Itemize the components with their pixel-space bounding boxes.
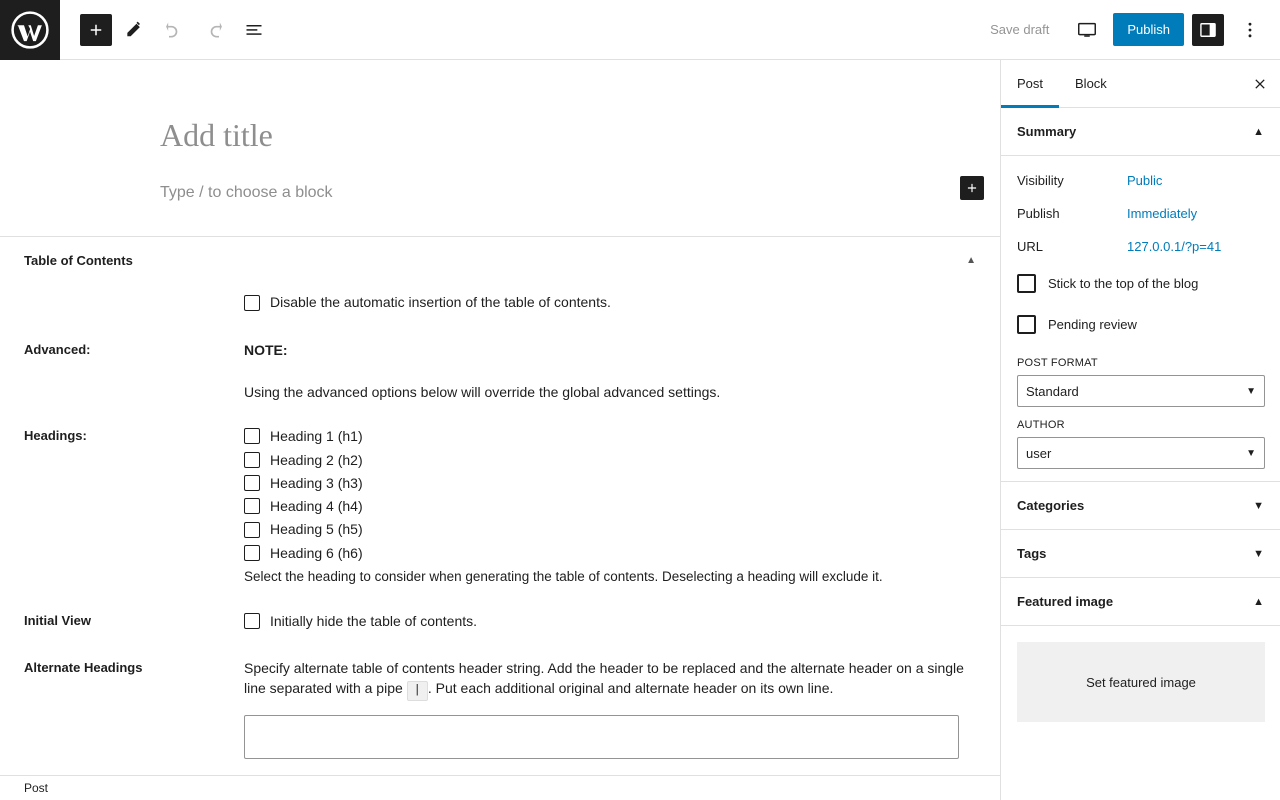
heading-1-label: Heading 1 (h1) — [270, 428, 363, 445]
redo-button[interactable] — [196, 12, 232, 48]
tags-section-title: Tags — [1017, 546, 1047, 561]
undo-button[interactable] — [156, 12, 192, 48]
caret-up-icon[interactable]: ▲ — [1253, 125, 1264, 138]
settings-sidebar-toggle-icon[interactable] — [1192, 14, 1224, 46]
heading-checkbox-row[interactable] — [244, 426, 976, 446]
sticky-post-checkbox[interactable] — [1017, 274, 1036, 293]
headings-label: Headings: — [24, 428, 87, 444]
pipe-character-code: | — [407, 681, 428, 700]
url-label: URL — [1017, 239, 1044, 254]
top-bar-tools — [60, 12, 272, 48]
heading-2-checkbox[interactable] — [244, 452, 260, 468]
tab-post[interactable]: Post — [1001, 60, 1059, 108]
tools-pencil-button[interactable] — [116, 12, 152, 48]
paragraph-block-placeholder[interactable] — [0, 154, 1000, 202]
advanced-label: Advanced: — [24, 341, 91, 357]
save-draft-button[interactable]: Save draft — [978, 16, 1061, 43]
editor-top-bar — [0, 0, 1280, 60]
block-inserter-icon[interactable] — [960, 176, 984, 200]
toc-alternate-headings-row — [24, 648, 976, 773]
heading-2-label: Heading 2 (h2) — [270, 451, 363, 468]
author-label: AUTHOR — [1017, 419, 1065, 431]
post-format-value: Standard — [1026, 383, 1079, 399]
initially-hide-checkbox[interactable] — [244, 613, 260, 629]
toc-panel-title: Table of Contents — [24, 253, 133, 269]
publish-row — [1017, 197, 1264, 230]
visibility-value-button[interactable]: Public — [1127, 173, 1163, 188]
initially-hide-label: Initially hide the table of contents. — [270, 612, 478, 629]
disable-auto-insert-checkbox[interactable] — [244, 295, 260, 311]
heading-checkbox-row[interactable] — [244, 519, 976, 539]
advanced-note-title: NOTE: — [244, 341, 288, 358]
sticky-post-label: Stick to the top of the blog — [1048, 276, 1199, 291]
heading-4-checkbox[interactable] — [244, 498, 260, 514]
heading-checkbox-row[interactable] — [244, 450, 976, 470]
table-of-contents-panel — [0, 237, 1000, 772]
settings-sidebar — [1000, 60, 1280, 800]
toc-panel-header[interactable] — [24, 237, 976, 282]
top-bar-actions — [978, 12, 1280, 48]
paragraph-placeholder-text: Type / to choose a block — [160, 184, 333, 202]
heading-6-checkbox[interactable] — [244, 545, 260, 561]
disable-auto-insert-label: Disable the automatic insertion of the table of contents. — [270, 294, 611, 311]
heading-4-label: Heading 4 (h4) — [270, 498, 363, 515]
publish-value-button[interactable]: Immediately — [1127, 206, 1198, 221]
categories-section-title: Categories — [1017, 498, 1085, 513]
post-title-input[interactable]: Add title — [160, 117, 273, 153]
add-block-button[interactable] — [80, 14, 112, 46]
chevron-down-icon: ▼ — [1246, 385, 1256, 397]
initially-hide-checkbox-row[interactable] — [244, 611, 976, 631]
caret-up-icon[interactable]: ▲ — [1253, 595, 1264, 608]
list-view-button[interactable] — [236, 12, 272, 48]
visibility-row — [1017, 164, 1264, 197]
summary-section-header[interactable] — [1001, 108, 1280, 156]
featured-image-section-header[interactable] — [1001, 578, 1280, 626]
pending-review-checkbox[interactable] — [1017, 315, 1036, 334]
status-bar-label: Post — [24, 781, 49, 795]
heading-1-checkbox[interactable] — [244, 428, 260, 444]
alternate-headings-description — [244, 658, 976, 701]
set-featured-image-label: Set featured image — [1086, 674, 1196, 690]
alternate-headings-description-part1: Specify alternate table of contents header string. Add the header to be replaced and the alternate header on a single line separated with a pipe — [244, 659, 964, 697]
summary-section-body — [1001, 156, 1280, 482]
pending-review-label: Pending review — [1048, 317, 1137, 332]
post-format-label: POST FORMAT — [1017, 357, 1098, 369]
heading-3-checkbox[interactable] — [244, 475, 260, 491]
editor-canvas — [0, 60, 1000, 800]
publish-button[interactable]: Publish — [1113, 13, 1184, 46]
more-options-icon[interactable] — [1232, 12, 1268, 48]
alternate-headings-label: Alternate Headings — [24, 659, 143, 675]
post-header-area — [0, 60, 1000, 237]
caret-down-icon[interactable]: ▼ — [1253, 499, 1264, 512]
author-value: user — [1026, 445, 1052, 461]
sidebar-tabs — [1001, 60, 1280, 108]
editor-status-bar — [0, 775, 1000, 800]
featured-image-section-title: Featured image — [1017, 594, 1114, 609]
heading-5-label: Heading 5 (h5) — [270, 521, 363, 538]
tab-block[interactable]: Block — [1075, 75, 1107, 91]
toc-headings-row — [24, 416, 976, 600]
pending-review-row[interactable] — [1017, 304, 1264, 345]
caret-down-icon[interactable]: ▼ — [1253, 547, 1264, 560]
heading-3-label: Heading 3 (h3) — [270, 474, 363, 491]
heading-6-label: Heading 6 (h6) — [270, 544, 363, 561]
set-featured-image-button[interactable] — [1017, 642, 1265, 722]
headings-hint: Select the heading to consider when generating the table of contents. Deselecting a heading will exclude it. — [244, 569, 883, 585]
url-row — [1017, 230, 1264, 263]
close-icon[interactable] — [1240, 60, 1280, 108]
spacer-label — [24, 292, 244, 315]
toc-initial-view-row — [24, 601, 976, 648]
chevron-down-icon: ▼ — [1246, 447, 1256, 459]
sticky-post-row[interactable] — [1017, 263, 1264, 304]
wordpress-logo-icon[interactable] — [0, 0, 60, 60]
heading-5-checkbox[interactable] — [244, 522, 260, 538]
preview-icon[interactable] — [1069, 12, 1105, 48]
heading-checkbox-row[interactable] — [244, 496, 976, 516]
advanced-note-text: Using the advanced options below will override the global advanced settings. — [244, 383, 721, 400]
disable-auto-insert-checkbox-row[interactable] — [244, 292, 976, 312]
post-format-select[interactable] — [1017, 375, 1265, 407]
visibility-label: Visibility — [1017, 173, 1064, 188]
url-value-link[interactable]: 127.0.0.1/?p=41 — [1127, 239, 1222, 254]
toc-disable-autoinsert-row — [24, 282, 976, 329]
tags-section-header[interactable] — [1001, 530, 1280, 578]
initial-view-label: Initial View — [24, 612, 91, 628]
alternate-headings-textarea[interactable] — [244, 715, 959, 759]
author-select[interactable] — [1017, 437, 1265, 469]
categories-section-header[interactable] — [1001, 482, 1280, 530]
toc-advanced-row — [24, 330, 976, 417]
heading-checkbox-row[interactable] — [244, 473, 976, 493]
summary-section-title: Summary — [1017, 124, 1077, 139]
alternate-headings-description-part2: . Put each additional original and alternate header on its own line. — [427, 680, 834, 697]
caret-up-icon[interactable]: ▲ — [966, 255, 976, 267]
publish-label: Publish — [1017, 206, 1060, 221]
heading-checkbox-row[interactable] — [244, 543, 976, 563]
